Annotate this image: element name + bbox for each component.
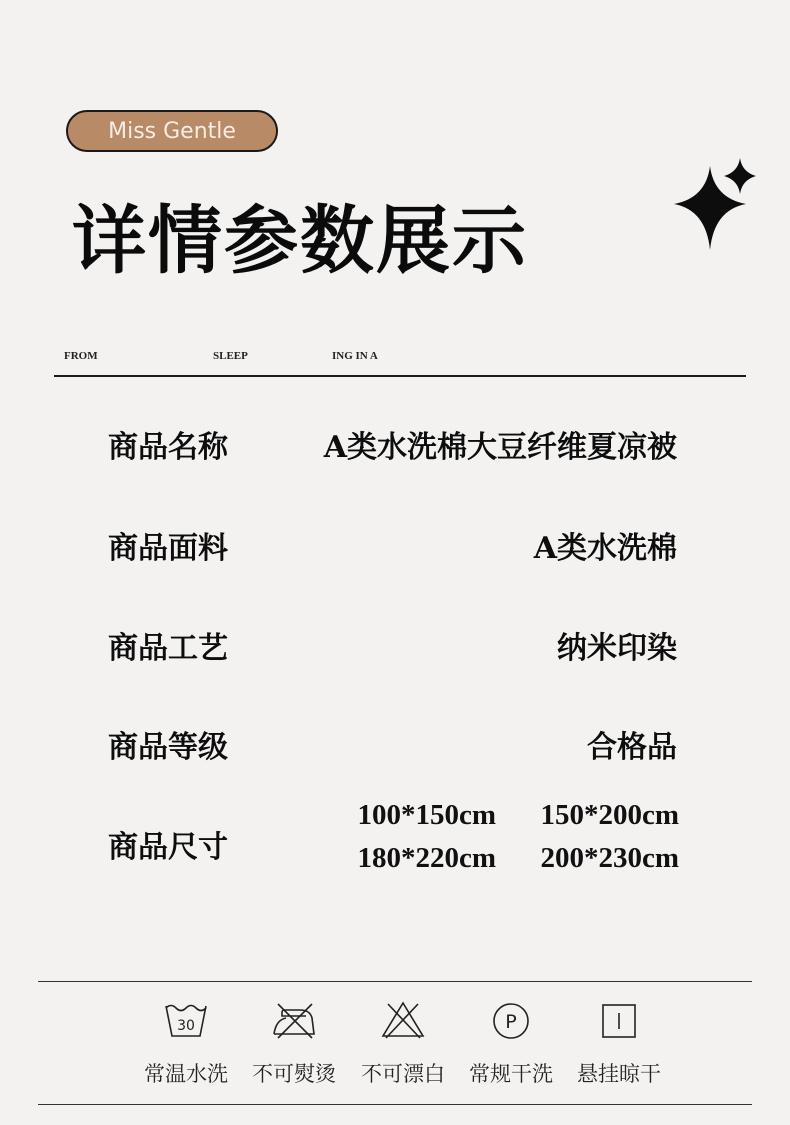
size-value: 150*200cm <box>540 799 679 831</box>
care-label-iron: 不可熨烫 <box>252 1062 336 1086</box>
care-item-iron <box>239 1000 349 1088</box>
sparkle-icon <box>668 152 760 258</box>
spec-label-fabric: 商品面料 <box>108 531 228 566</box>
wash-temp-text: 30 <box>177 1018 195 1034</box>
wash-30-icon <box>163 1000 209 1040</box>
care-label-wash: 常温水洗 <box>144 1062 228 1086</box>
spec-value-name: A类水洗棉大豆纤维夏凉被 <box>323 430 677 465</box>
spec-label-size: 商品尺寸 <box>108 830 228 865</box>
care-item-bleach <box>348 1000 458 1088</box>
spec-value-grade: 合格品 <box>587 730 677 765</box>
brand-badge <box>66 110 278 152</box>
page-title: 详情参数展示 <box>72 198 528 284</box>
header-divider <box>54 375 746 377</box>
spec-value-fabric: A类水洗棉 <box>533 531 677 566</box>
dryclean-letter-text: P <box>505 1011 517 1033</box>
care-label-dryclean: 常规干洗 <box>469 1062 553 1086</box>
no-iron-icon <box>270 1000 318 1040</box>
care-label-bleach: 不可漂白 <box>361 1062 445 1086</box>
spec-value-craft: 纳米印染 <box>557 631 677 666</box>
care-bottom-divider <box>38 1104 752 1105</box>
care-item-dryclean <box>456 1000 566 1088</box>
care-top-divider <box>38 981 752 982</box>
size-value: 180*220cm <box>357 842 496 874</box>
spec-label-name: 商品名称 <box>108 430 228 465</box>
tagline-from: FROM <box>64 350 98 362</box>
care-item-wash <box>131 1000 241 1088</box>
dry-clean-p-icon <box>490 1000 532 1040</box>
spec-label-craft: 商品工艺 <box>108 631 228 666</box>
care-label-hang: 悬挂晾干 <box>577 1062 661 1086</box>
tagline-sleep: SLEEP <box>213 350 248 362</box>
size-value: 200*230cm <box>540 842 679 874</box>
brand-name: Miss Gentle <box>108 118 236 144</box>
tagline-ing-in-a: ING IN A <box>332 350 378 362</box>
hang-dry-icon <box>599 1000 639 1040</box>
care-item-hang <box>564 1000 674 1088</box>
size-value: 100*150cm <box>357 799 496 831</box>
spec-label-grade: 商品等级 <box>108 730 228 765</box>
no-bleach-icon <box>380 1000 426 1040</box>
